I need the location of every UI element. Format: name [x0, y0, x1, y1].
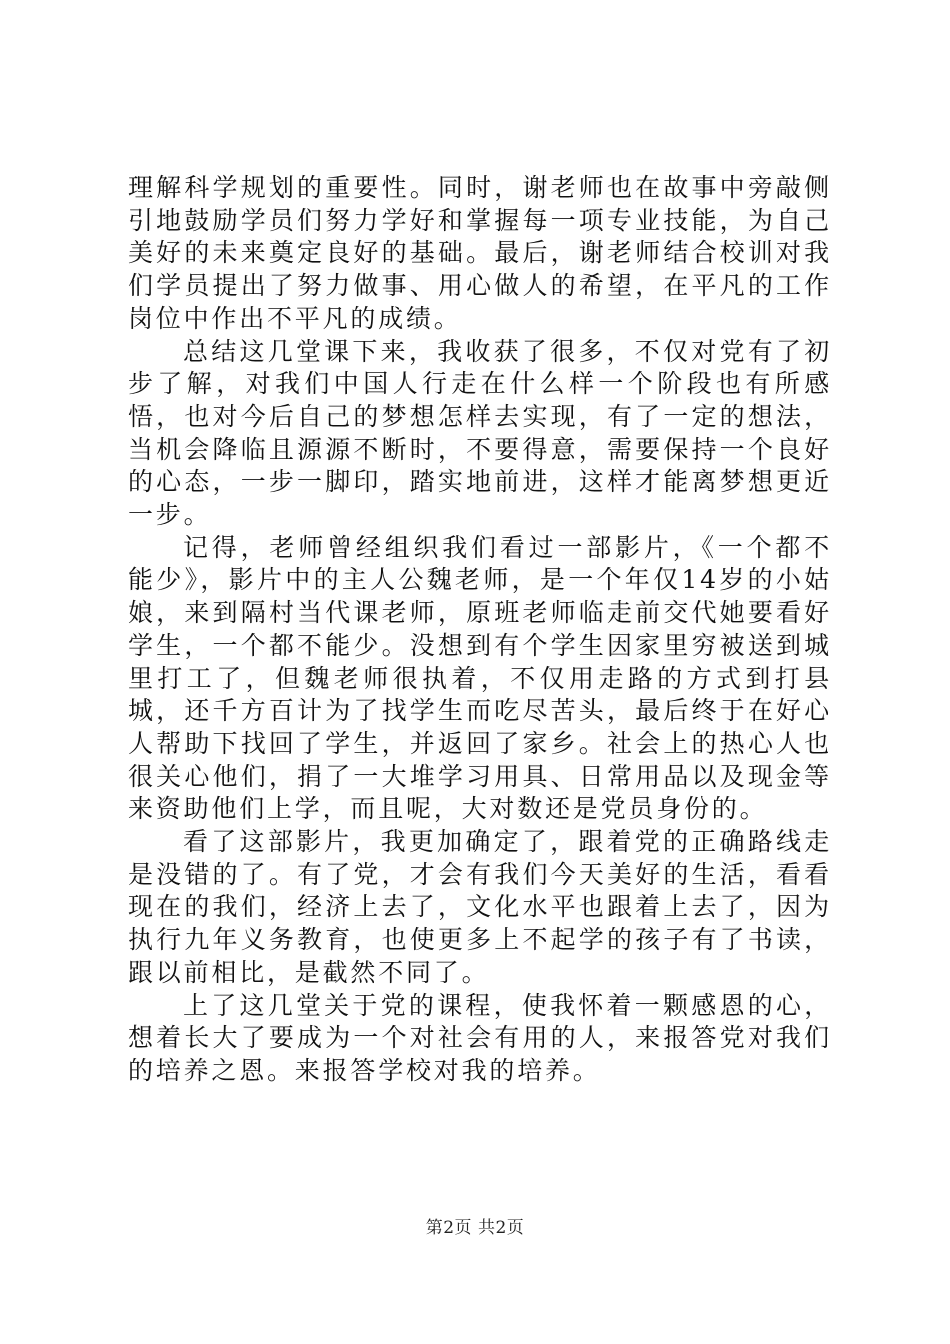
paragraph-continuation: 理解科学规划的重要性。同时，谢老师也在故事中旁敲侧引地鼓励学员们努力学好和掌握每一项专业技能，为自己美好的未来奠定良好的基础。最后，谢老师结合校训对我们学员提出了努力做事、用心做人的希望，在平凡的工作岗位中作出不平凡的成绩。 [128, 173, 832, 333]
document-body [128, 172, 832, 1088]
paragraph-summary: 总结这几堂课下来，我收获了很多，不仅对党有了初步了解，对我们中国人行走在什么样一个阶段也有所感悟，也对今后自己的梦想怎样去实现，有了一定的想法，当机会降临且源源不断时，不要得意，需要保持一个良好的心态，一步一脚印，踏实地前进，这样才能离梦想更近一步。 [128, 336, 832, 530]
paragraph-conclusion: 上了这几堂关于党的课程，使我怀着一颗感恩的心，想着长大了要成为一个对社会有用的人，来报答党对我们的培养之恩。来报答学校对我的培养。 [128, 990, 832, 1085]
paragraph-reflection: 看了这部影片，我更加确定了，跟着党的正确路线走是没错的了。有了党，才会有我们今天美好的生活，看看现在的我们，经济上去了，文化水平也跟着上去了，因为执行九年义务教育，也使更多上不起学的孩子有了书读，跟以前相比，是截然不同了。 [128, 827, 832, 987]
page-number-footer: 第2页 共2页 [425, 1218, 525, 1238]
paragraph-film: 记得，老师曾经组织我们看过一部影片，《一个都不能少》，影片中的主人公魏老师，是一个年仅14岁的小姑娘，来到隔村当代课老师，原班老师临走前交代她要看好学生，一个都不能少。没想到有个学生因家里穷被送到城里打工了，但魏老师很执着，不仅用走路的方式到打县城，还千方百计为了找学生而吃尽苦头，最后终于在好心人帮助下找回了学生，并返回了家乡。社会上的热心人也很关心他们，捐了一大堆学习用具、日常用品以及现金等来资助他们上学，而且呢，大对数还是党员身份的。 [128, 532, 832, 824]
